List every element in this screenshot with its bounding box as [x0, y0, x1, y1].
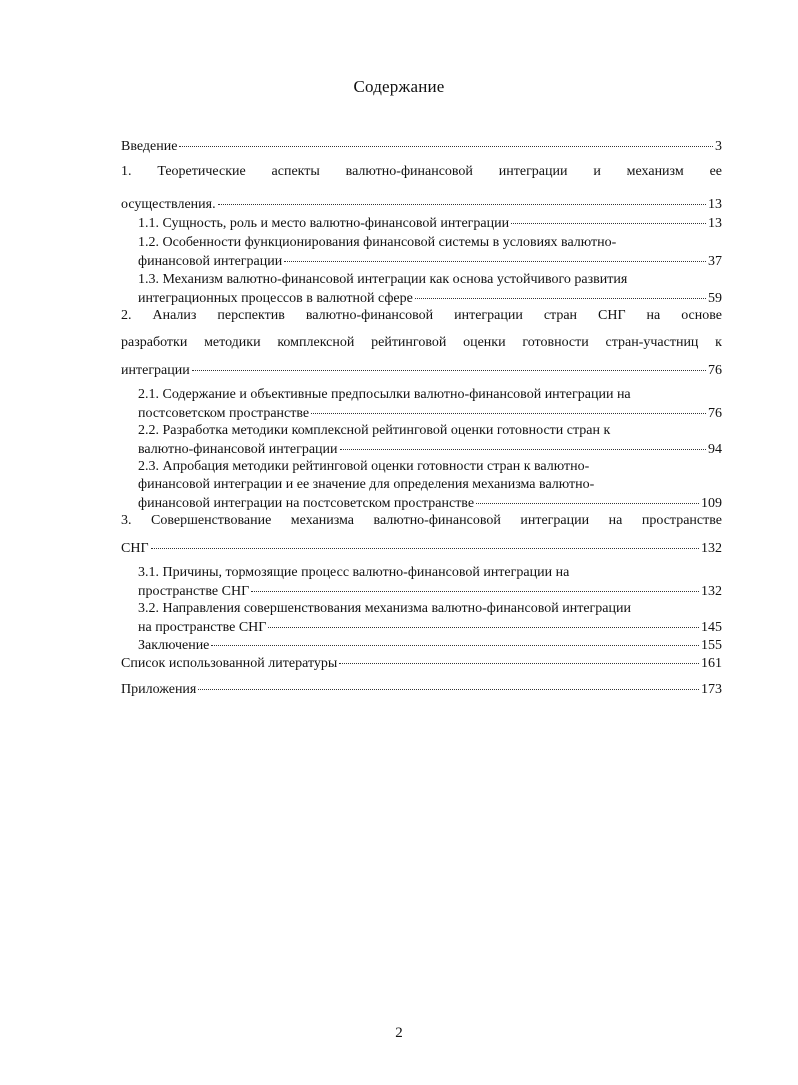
toc-entry-chapter-3[interactable]: [121, 512, 722, 558]
toc-entry-title-line: 3.2. Направления совершенствования механизма валютно-финансовой интеграции: [138, 601, 631, 616]
toc-entry-title: Заключение: [138, 638, 210, 653]
toc-entry-2-3[interactable]: [138, 458, 722, 513]
toc-page-number: 59: [708, 291, 722, 306]
leader-dots: [311, 401, 706, 414]
toc-entry-1-3[interactable]: [138, 271, 722, 308]
toc-entry-title-line: разработки методики комплексной рейтинговой оценки готовности стран-участниц к: [121, 335, 722, 350]
toc-entry-title-line: 2. Анализ перспектив валютно-финансовой интеграции стран СНГ на основе: [121, 308, 722, 323]
toc-entry-title-line: постсоветском пространстве: [138, 406, 310, 421]
leader-dots: [268, 615, 699, 628]
toc-page-number: 132: [701, 541, 722, 556]
leader-dots: [476, 491, 699, 504]
toc-entry-title-line: 2.3. Апробация методики рейтинговой оценки готовности стран к валютно-: [138, 459, 590, 474]
toc-page-number: 76: [708, 406, 722, 421]
toc-entry-3-1[interactable]: [138, 564, 722, 601]
toc-entry-intro[interactable]: [121, 137, 722, 156]
toc-entry-title-line: на пространстве СНГ: [138, 620, 267, 635]
leader-dots: [415, 286, 706, 299]
toc-entry-appendix[interactable]: [121, 680, 722, 699]
toc-page-number: 3: [715, 139, 722, 154]
leader-dots: [340, 437, 706, 450]
leader-dots: [339, 651, 699, 664]
toc-entry-chapter-2[interactable]: [121, 307, 722, 380]
toc-page-number: 37: [708, 254, 722, 269]
toc-page-number: 13: [708, 216, 722, 231]
page-title: Содержание: [353, 77, 445, 96]
toc-page-number: 132: [701, 584, 722, 599]
toc-entry-title: 1.1. Сущность, роль и место валютно-финансовой интеграции: [138, 216, 510, 231]
toc-entry-1-1[interactable]: [138, 214, 722, 233]
toc-page-number: 155: [701, 638, 722, 653]
page-number: 2: [395, 1025, 403, 1041]
leader-dots: [218, 192, 706, 205]
toc-entry-2-1[interactable]: [138, 386, 722, 423]
toc-entry-title-line: осуществления.: [121, 197, 216, 212]
toc-entry-references[interactable]: [121, 654, 722, 673]
toc-entry-title-line: 3. Совершенствование механизма валютно-финансовой интеграции на пространстве: [121, 513, 722, 528]
toc-page-number: 94: [708, 442, 722, 457]
leader-dots: [284, 249, 706, 262]
toc-page-number: 76: [708, 363, 722, 378]
toc-entry-title: Введение: [121, 139, 178, 154]
toc-page-number: 13: [708, 197, 722, 212]
toc-entry-title-line: финансовой интеграции: [138, 254, 283, 269]
toc-entry-title: Список использованной литературы: [121, 656, 338, 671]
toc-entry-title-line: 2.1. Содержание и объективные предпосылки валютно-финансовой интеграции на: [138, 387, 631, 402]
leader-dots: [179, 134, 713, 147]
leader-dots: [151, 536, 699, 549]
toc-page-number: 161: [701, 656, 722, 671]
toc-page-number: 145: [701, 620, 722, 635]
toc-entry-title-line: пространстве СНГ: [138, 584, 250, 599]
toc-entry-title-line: финансовой интеграции и ее значение для определения механизма валютно-: [138, 477, 595, 492]
toc-entry-title: Приложения: [121, 682, 197, 697]
toc-entry-3-2[interactable]: [138, 600, 722, 637]
toc-entry-title-line: валютно-финансовой интеграции: [138, 442, 338, 457]
leader-dots: [198, 677, 699, 690]
toc-entry-1-2[interactable]: [138, 234, 722, 271]
toc-entry-title-line: СНГ: [121, 541, 149, 556]
toc-page-number: 109: [701, 496, 722, 511]
toc-entry-2-2[interactable]: [138, 422, 722, 459]
toc-entry-title-line: 3.1. Причины, тормозящие процесс валютно-финансовой интеграции на: [138, 565, 570, 580]
toc-page-number: 173: [701, 682, 722, 697]
leader-dots: [211, 633, 699, 646]
toc-entry-title-line: 1. Теоретические аспекты валютно-финансовой интеграции и механизм ее: [121, 164, 722, 179]
leader-dots: [192, 358, 706, 371]
toc-entry-title-line: 1.2. Особенности функционирования финансовой системы в условиях валютно-: [138, 235, 617, 250]
toc-entry-title-line: финансовой интеграции на постсоветском пространстве: [138, 496, 475, 511]
toc-entry-title-line: 2.2. Разработка методики комплексной рейтинговой оценки готовности стран к: [138, 423, 611, 438]
leader-dots: [251, 579, 699, 592]
toc-entry-title-line: интеграционных процессов в валютной сфере: [138, 291, 413, 306]
toc-entry-title-line: интеграции: [121, 363, 190, 378]
toc-entry-title-line: 1.3. Механизм валютно-финансовой интеграции как основа устойчивого развития: [138, 272, 628, 287]
toc-entry-chapter-1[interactable]: [121, 163, 722, 214]
leader-dots: [511, 211, 706, 224]
